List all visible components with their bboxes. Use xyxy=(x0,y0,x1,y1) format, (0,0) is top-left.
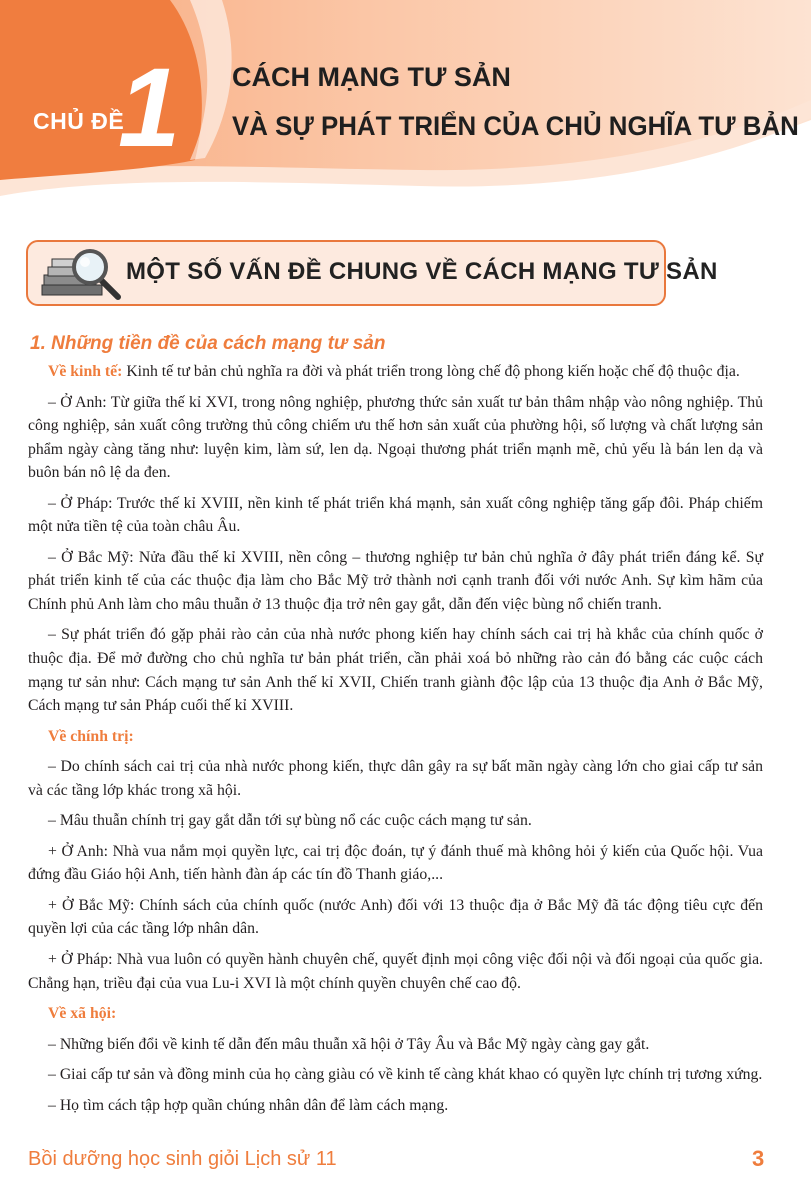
paragraph-text: – Mâu thuẫn chính trị gay gắt dẫn tới sự bùng nổ các cuộc cách mạng tư sản. xyxy=(48,812,532,830)
subsection-heading: 1. Những tiền đề của cách mạng tư sản xyxy=(30,333,386,354)
paragraph xyxy=(28,1063,763,1087)
magnifier-books-icon xyxy=(38,245,130,303)
paragraph xyxy=(28,1094,763,1118)
paragraph-text: – Do chính sách cai trị của nhà nước phong kiến, thực dân gây ra sự bất mãn ngày càng lớn cho giai cấp tư sản và các tầng lớp khác trong xã hội. xyxy=(28,758,763,799)
chapter-number: 1 xyxy=(118,45,181,170)
chapter-label: CHỦ ĐỀ xyxy=(33,108,125,134)
paragraph xyxy=(28,1033,763,1057)
paragraph xyxy=(28,809,763,833)
chapter-title-line2: VÀ SỰ PHÁT TRIỂN CỦA CHỦ NGHĨA TƯ BẢN xyxy=(232,111,799,141)
paragraph-text: Kinh tế tư bản chủ nghĩa ra đời và phát triển trong lòng chế độ phong kiến hoặc chế độ thuộc địa. xyxy=(122,363,740,380)
paragraph-text: – Ở Anh: Từ giữa thế kỉ XVI, trong nông nghiệp, phương thức sản xuất tư bản thâm nhập vào nông nghiệp. Thủ công nghiệp, sản xuất công trường thủ công chiếm ưu thế hơn sản xuất của phường hội, số lượng và chất lượng sản phẩm ngày càng tăng như: luyện kim, làm sứ, len dạ. Ngoại thương phát triển mạnh mẽ, chủ yếu là bán len dạ và buôn bán nô lệ da đen. xyxy=(28,393,763,482)
paragraph-text: – Ở Bắc Mỹ: Nửa đầu thế kỉ XVIII, nền công – thương nghiệp tư bản chủ nghĩa ở đây phát triển đáng kể. Sự phát triển kinh tế của các thuộc địa làm cho Bắc Mỹ trở thành nơi cạnh tranh đối với nước Anh. Sự kìm hãm của Chính phủ Anh làm cho mâu thuẫn ở 13 thuộc địa trở nên gay gắt, dẫn đến việc bùng nổ chiến tranh. xyxy=(28,548,763,613)
paragraph-label: Về chính trị: xyxy=(48,727,134,745)
paragraph-label: Về xã hội: xyxy=(48,1005,117,1023)
paragraph xyxy=(28,1002,763,1026)
body-content xyxy=(28,360,763,1124)
paragraph xyxy=(28,894,763,941)
paragraph xyxy=(28,360,763,384)
paragraph xyxy=(28,725,763,749)
paragraph-label: Về kinh tế: xyxy=(48,363,123,380)
paragraph xyxy=(28,948,763,995)
paragraph xyxy=(28,492,763,539)
paragraph xyxy=(28,391,763,485)
paragraph-text: + Ở Bắc Mỹ: Chính sách của chính quốc (nước Anh) đối với 13 thuộc địa ở Bắc Mỹ đã tác động tiêu cực đến quyền lợi của các tầng lớp nhân dân. xyxy=(28,896,763,938)
paragraph xyxy=(28,755,763,802)
paragraph-text: – Những biến đổi về kinh tế dẫn đến mâu thuẫn xã hội ở Tây Âu và Bắc Mỹ ngày càng gay gắt. xyxy=(48,1035,650,1053)
paragraph xyxy=(28,840,763,887)
footer-book-title: Bồi dưỡng học sinh giỏi Lịch sử 11 xyxy=(28,1148,337,1170)
paragraph-text: – Họ tìm cách tập hợp quần chúng nhân dân để làm cách mạng. xyxy=(48,1096,449,1114)
paragraph-text: – Ở Pháp: Trước thế kỉ XVIII, nền kinh tế phát triển khá mạnh, sản xuất công nghiệp tăng gấp đôi. Pháp chiếm một nửa tiền tệ của toàn châu Âu. xyxy=(28,494,763,536)
chapter-title-line1: CÁCH MẠNG TƯ SẢN xyxy=(232,62,511,92)
paragraph xyxy=(28,623,763,717)
paragraph-text: + Ở Pháp: Nhà vua luôn có quyền hành chuyên chế, quyết định mọi công việc đối nội và đối ngoại của quốc gia. Chẳng hạn, triều đại của vua Lu-i XVI là một chính quyền chuyên chế cao độ. xyxy=(28,951,763,992)
paragraph xyxy=(28,546,763,617)
page-number: 3 xyxy=(752,1146,765,1171)
section-title: MỘT SỐ VẤN ĐỀ CHUNG VỀ CÁCH MẠNG TƯ SẢN xyxy=(126,258,718,285)
paragraph-text: – Sự phát triển đó gặp phải rào cản của nhà nước phong kiến hay chính sách cai trị hà khắc của chính quốc ở thuộc địa. Để mở đường cho chủ nghĩa tư bản phát triển, cần phải xoá bỏ những rào cản đó bằng các cuộc cách mạng tư sản như: Cách mạng tư sản Anh thế kỉ XVII, Chiến tranh giành độc lập của 13 thuộc địa Anh ở Bắc Mỹ, Cách mạng tư sản Pháp cuối thế kỉ XVIII. xyxy=(28,626,763,715)
paragraph-text: + Ở Anh: Nhà vua nắm mọi quyền lực, cai trị độc đoán, tự ý đánh thuế mà không hỏi ý kiến của Quốc hội. Vua đứng đầu Giáo hội Anh, tiến hành đàn áp các tín đồ Thanh giáo,... xyxy=(28,842,763,884)
paragraph-text: – Giai cấp tư sản và đồng minh của họ càng giàu có về kinh tế càng khát khao có quyền lực chính trị tương xứng. xyxy=(48,1066,763,1084)
